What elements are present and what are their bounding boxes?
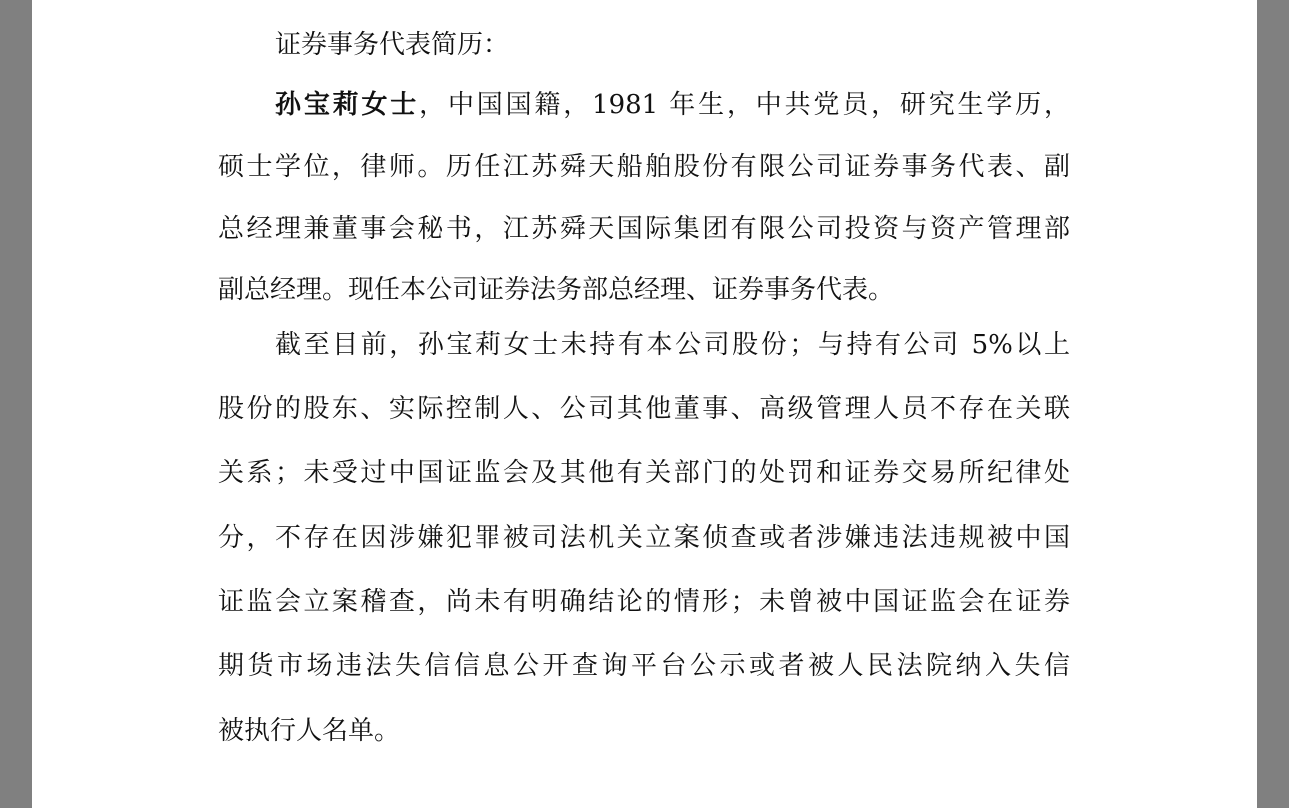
bio-line-1-text: ，中国国籍，1981 年生，中共党员，研究生学历， bbox=[419, 90, 1070, 120]
disclosure-paragraph-line-1: 截至目前，孙宝莉女士未持有本公司股份；与持有公司 5%以上 bbox=[275, 330, 1070, 360]
disclosure-paragraph-line-7: 被执行人名单。 bbox=[218, 716, 401, 746]
disclosure-paragraph-line-4: 分，不存在因涉嫌犯罪被司法机关立案侦查或者涉嫌违法违规被中国 bbox=[218, 523, 1070, 553]
disclosure-paragraph-line-5: 证监会立案稽查，尚未有明确结论的情形；未曾被中国证监会在证券 bbox=[218, 587, 1070, 617]
bio-paragraph-line-3: 总经理兼董事会秘书，江苏舜天国际集团有限公司投资与资产管理部 bbox=[218, 214, 1070, 244]
disclosure-paragraph-line-3: 关系；未受过中国证监会及其他有关部门的处罚和证券交易所纪律处 bbox=[218, 458, 1070, 488]
bio-paragraph-line-2: 硕士学位，律师。历任江苏舜天船舶股份有限公司证券事务代表、副 bbox=[218, 152, 1070, 182]
disclosure-paragraph-line-6: 期货市场违法失信信息公开查询平台公示或者被人民法院纳入失信 bbox=[218, 651, 1070, 681]
document-page bbox=[32, 0, 1257, 808]
bio-paragraph-line-1 bbox=[275, 85, 1070, 125]
disclosure-paragraph-line-2: 股份的股东、实际控制人、公司其他董事、高级管理人员不存在关联 bbox=[218, 394, 1070, 424]
bio-paragraph-line-4: 副总经理。现任本公司证券法务部总经理、证券事务代表。 bbox=[218, 275, 895, 305]
section-heading: 证券事务代表简历： bbox=[275, 30, 510, 60]
person-name: 孙宝莉女士 bbox=[275, 90, 420, 120]
